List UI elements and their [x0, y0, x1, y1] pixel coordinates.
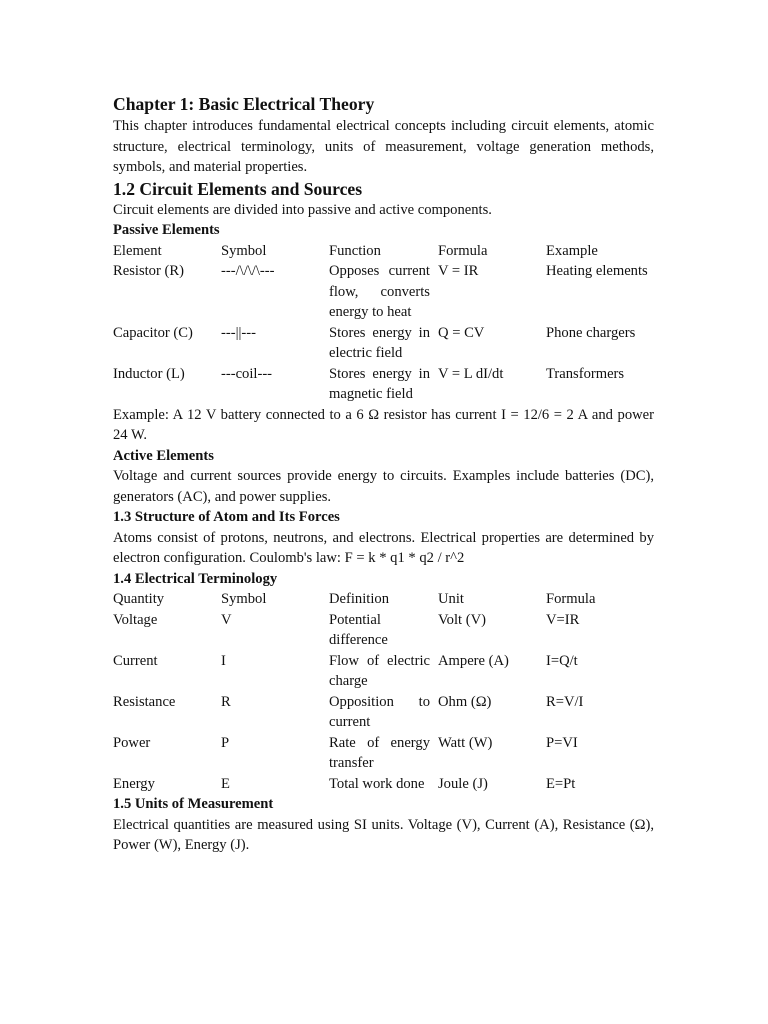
table-cell: Total work done — [329, 775, 425, 792]
column-header: Quantity — [113, 591, 165, 607]
table-cell: Energy — [113, 775, 155, 792]
table-cell: R — [221, 693, 231, 710]
column-header: Unit — [438, 591, 464, 607]
column-header: Symbol — [221, 242, 267, 259]
table-cell: Voltage — [113, 611, 158, 628]
table-cell: Watt (W) — [438, 734, 493, 751]
table-cell: Current — [113, 652, 158, 669]
table-cell: Potential difference — [329, 611, 388, 648]
column-header: Formula — [438, 242, 488, 259]
table-cell: Opposition to current — [329, 693, 430, 730]
table-row — [113, 733, 654, 774]
table-cell: Stores energy in electric field — [329, 324, 430, 361]
table-cell: Capacitor (C) — [113, 324, 193, 341]
table-row — [113, 774, 654, 795]
circuit-elements-intro: Circuit elements are divided into passive and active components. — [113, 201, 492, 218]
table-cell: ---/\/\/\--- — [221, 263, 275, 279]
table-cell: Q = CV — [438, 324, 485, 341]
table-cell: Volt (V) — [438, 611, 486, 628]
table-cell: P — [221, 734, 230, 751]
section-heading-terminology: 1.4 Electrical Terminology — [113, 570, 278, 587]
table-row — [113, 323, 654, 364]
section-heading-units: 1.5 Units of Measurement — [113, 796, 274, 812]
section-heading-atom-structure: 1.3 Structure of Atom and Its Forces — [113, 509, 340, 525]
column-header: Formula — [546, 591, 596, 607]
table-cell: I — [221, 652, 226, 669]
table-row — [113, 261, 654, 323]
table-header-row — [113, 589, 654, 610]
table-cell: E — [221, 775, 230, 792]
table-cell: Joule (J) — [438, 775, 488, 792]
table-row — [113, 692, 654, 733]
table-cell: R=V/I — [546, 693, 584, 710]
table-cell: ---coil--- — [221, 365, 273, 382]
active-elements-text: Voltage and current sources provide energy to circuits. Examples include batteries (DC), generators (AC), and power supplies. — [113, 468, 654, 505]
table-cell: V = L dI/dt — [438, 365, 504, 382]
column-header: Element — [113, 242, 162, 259]
table-cell: Transformers — [546, 365, 625, 382]
table-cell: Ohm (Ω) — [438, 693, 492, 710]
subheading-passive-elements: Passive Elements — [113, 222, 220, 238]
table-cell: Resistance — [113, 693, 176, 710]
column-header: Definition — [329, 591, 389, 607]
units-text: Electrical quantities are measured using SI units. Voltage (V), Current (A), Resistance (Ω), Power (W), Energy (J). — [113, 816, 654, 853]
table-cell: Ampere (A) — [438, 652, 509, 669]
table-cell: ---||--- — [221, 324, 257, 341]
column-header: Example — [546, 242, 598, 259]
table-cell: Opposes current flow, converts energy to heat — [329, 263, 430, 320]
table-cell: V=IR — [546, 611, 580, 628]
chapter-title: Chapter 1: Basic Electrical Theory — [113, 94, 375, 114]
table-cell: Resistor (R) — [113, 263, 184, 279]
table-cell: Heating elements — [546, 263, 648, 279]
table-cell: Power — [113, 734, 151, 751]
subheading-active-elements: Active Elements — [113, 447, 214, 464]
table-cell: Inductor (L) — [113, 365, 185, 382]
column-header: Symbol — [221, 591, 267, 607]
table-cell: V = IR — [438, 263, 479, 279]
table-cell: Flow of electric charge — [329, 652, 430, 689]
table-cell: Stores energy in magnetic field — [329, 365, 430, 402]
table-header-row — [113, 241, 654, 262]
table-cell: V — [221, 611, 232, 628]
table-cell: I=Q/t — [546, 652, 578, 669]
passive-elements-example: Example: A 12 V battery connected to a 6 Ω resistor has current I = 12/6 = 2 A and power 24 W. — [113, 406, 654, 443]
table-cell: P=VI — [546, 734, 578, 751]
atom-structure-text: Atoms consist of protons, neutrons, and electrons. Electrical properties are determined by electron configuration. Coulomb's law: F = k * q1 * q2 / r^2 — [113, 529, 654, 566]
passive-elements-table — [113, 241, 654, 405]
table-row — [113, 364, 654, 405]
table-cell: Rate of energy transfer — [329, 734, 430, 771]
table-cell: Phone chargers — [546, 324, 636, 341]
column-header: Function — [329, 242, 381, 259]
terminology-table — [113, 589, 654, 794]
table-row — [113, 610, 654, 651]
section-heading-circuit-elements: 1.2 Circuit Elements and Sources — [113, 178, 363, 199]
table-row — [113, 651, 654, 692]
chapter-intro: This chapter introduces fundamental electrical concepts including circuit elements, atomic structure, electrical terminology, units of measurement, voltage generation methods, symbols, and material properties. — [113, 118, 654, 175]
document-body — [113, 93, 654, 856]
table-cell: E=Pt — [546, 775, 576, 792]
